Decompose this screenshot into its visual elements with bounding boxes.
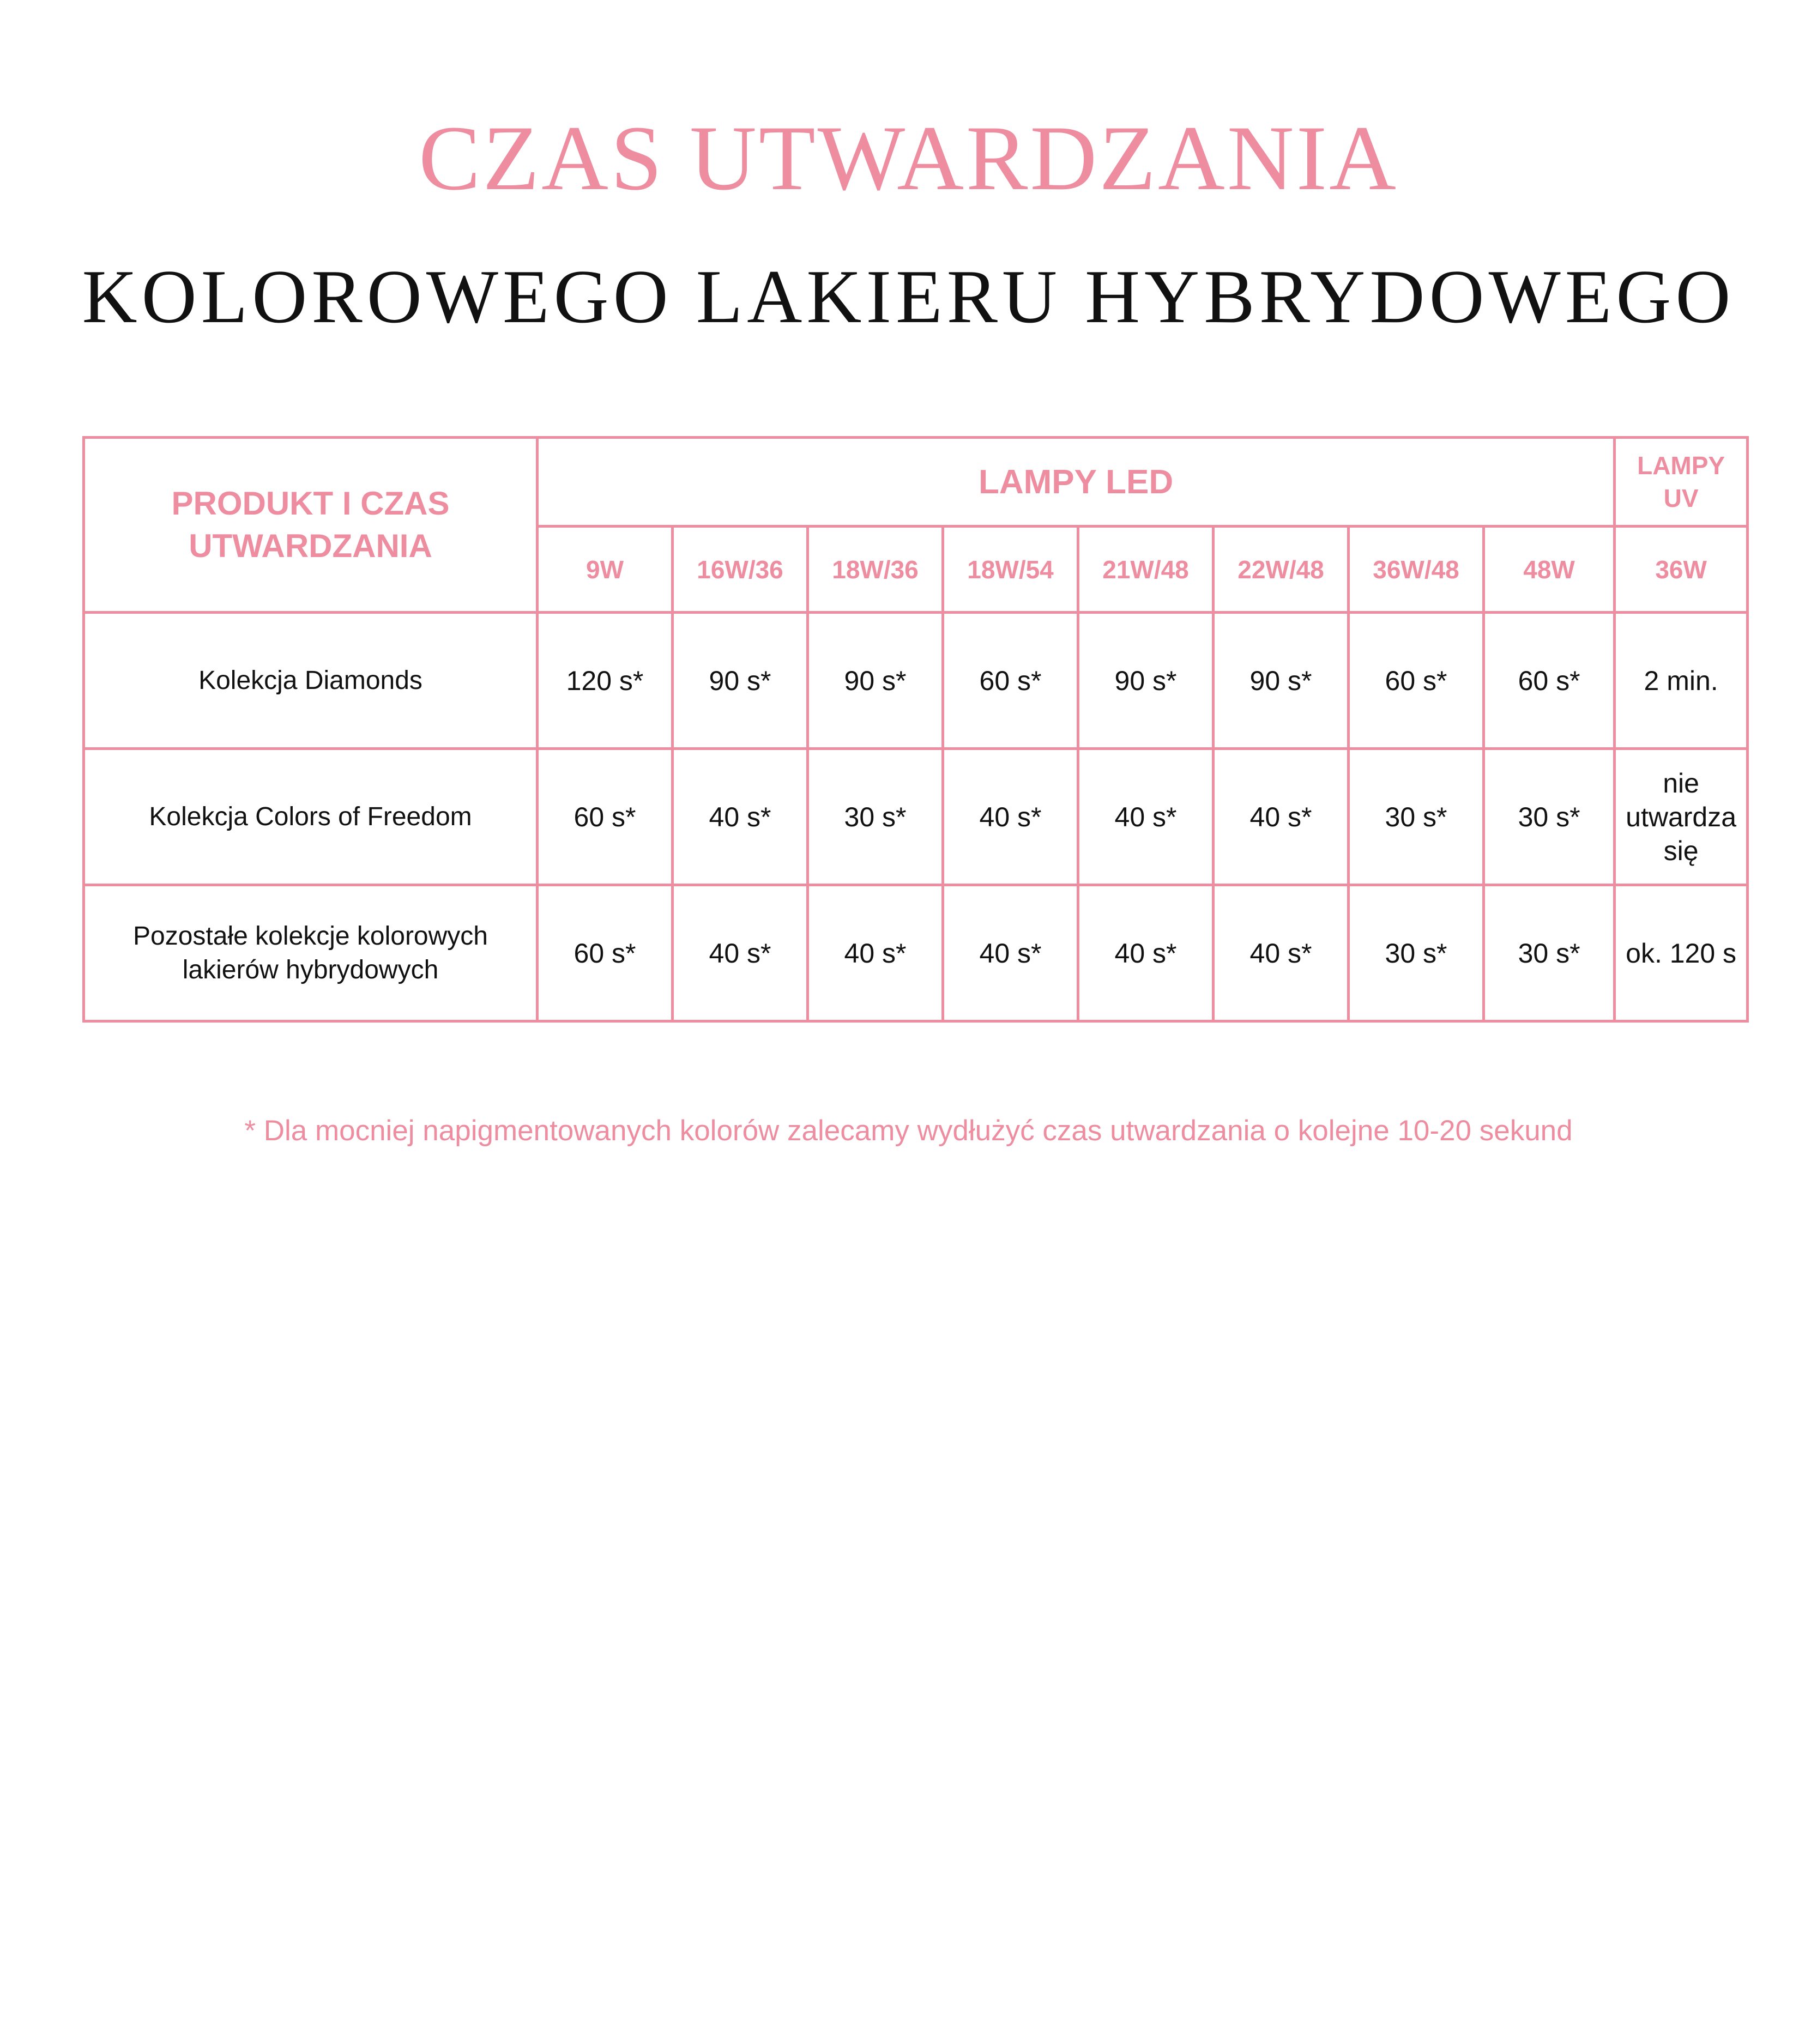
curing-time-cell: 60 s*: [538, 885, 673, 1021]
curing-time-cell: 90 s*: [1214, 613, 1349, 749]
curing-time-cell: 40 s*: [1214, 749, 1349, 885]
curing-time-cell: 40 s*: [673, 749, 808, 885]
curing-time-cell: 30 s*: [808, 749, 943, 885]
wattage-header: 22W/48: [1214, 527, 1349, 613]
curing-time-cell: 60 s*: [538, 749, 673, 885]
curing-time-cell: 90 s*: [673, 613, 808, 749]
product-name: Kolekcja Diamonds: [84, 613, 538, 749]
curing-time-cell: 60 s*: [1349, 613, 1484, 749]
wattage-header: 9W: [538, 527, 673, 613]
wattage-header: 18W/36: [808, 527, 943, 613]
product-column-header: PRODUKT I CZAS UTWARDZANIA: [84, 438, 538, 613]
curing-time-cell: 30 s*: [1484, 885, 1615, 1021]
product-name: Pozostałe kolekcje kolorowych lakierów hybrydowych: [84, 885, 538, 1021]
table-row: [84, 885, 1748, 1021]
led-lamps-group-header: LAMPY LED: [538, 438, 1615, 527]
curing-time-cell: 40 s*: [1078, 749, 1214, 885]
curing-time-cell: 30 s*: [1349, 885, 1484, 1021]
curing-time-cell: 40 s*: [1214, 885, 1349, 1021]
curing-time-cell: 2 min.: [1615, 613, 1748, 749]
curing-time-cell: 30 s*: [1484, 749, 1615, 885]
wattage-header: 36W: [1615, 527, 1748, 613]
curing-time-table: [82, 436, 1749, 1023]
curing-time-cell: 40 s*: [943, 885, 1078, 1021]
curing-time-cell: 90 s*: [808, 613, 943, 749]
footnote: * Dla mocniej napigmentowanych kolorów zalecamy wydłużyć czas utwardzania o kolejne 10-20 sekund: [244, 1115, 1573, 1147]
table-row: [84, 749, 1748, 885]
curing-time-cell: 30 s*: [1349, 749, 1484, 885]
curing-time-cell: nie utwardza się: [1615, 749, 1748, 885]
curing-time-cell: 60 s*: [943, 613, 1078, 749]
product-name: Kolekcja Colors of Freedom: [84, 749, 538, 885]
curing-time-cell: 40 s*: [943, 749, 1078, 885]
wattage-header: 21W/48: [1078, 527, 1214, 613]
curing-time-cell: ok. 120 s: [1615, 885, 1748, 1021]
uv-lamps-group-header: LAMPY UV: [1615, 438, 1748, 527]
wattage-header: 16W/36: [673, 527, 808, 613]
curing-time-cell: 60 s*: [1484, 613, 1615, 749]
curing-time-cell: 90 s*: [1078, 613, 1214, 749]
wattage-header: 36W/48: [1349, 527, 1484, 613]
wattage-header: 48W: [1484, 527, 1615, 613]
title-line-2: KOLOROWEGO LAKIERU HYBRYDOWEGO: [82, 255, 1735, 339]
wattage-header: 18W/54: [943, 527, 1078, 613]
curing-time-cell: 40 s*: [1078, 885, 1214, 1021]
title-line-1: CZAS UTWARDZANIA: [419, 107, 1398, 209]
header-row-groups: [84, 438, 1748, 527]
curing-time-cell: 40 s*: [808, 885, 943, 1021]
curing-time-cell: 40 s*: [673, 885, 808, 1021]
curing-time-cell: 120 s*: [538, 613, 673, 749]
table-row: [84, 613, 1748, 749]
